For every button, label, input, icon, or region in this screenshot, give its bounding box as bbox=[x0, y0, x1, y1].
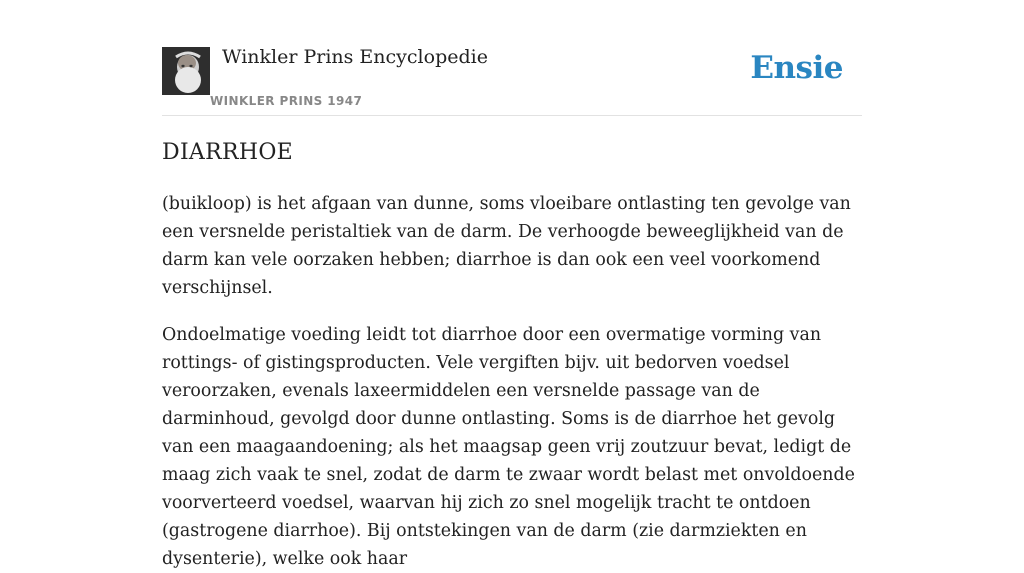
bearded-man-portrait-icon bbox=[162, 47, 210, 95]
page-title: DIARRHOE bbox=[162, 140, 294, 165]
avatar[interactable] bbox=[162, 47, 210, 95]
ensie-logo-link[interactable]: Ensie bbox=[750, 50, 843, 86]
article-paragraph: Ondoelmatige voeding leidt tot diarrhoe door een overmatige vorming van rottings- of gistingsproducten. Vele vergiften bijv. uit bedorven voedsel veroorzaken, evenals laxeermiddelen een versnelde passage van de darminhoud, gevolgd door dunne ontlasting. Soms is de diarrhoe het gevolg van een maagaandoening; als het maagsap geen vrij zoutzuur bevat, ledigt de maag zich vaak te snel, zodat de darm te zwaar wordt belast met onvoldoende voorverteerd voedsel, waarvan hij zich zo snel mogelijk tracht te ontdoen (gastrogene diarrhoe). Bij ontstekingen van de darm (zie darmziekten en dysenterie), welke ook haar bbox=[162, 325, 855, 569]
article-container bbox=[162, 0, 862, 573]
source-name-link[interactable]: Winkler Prins Encyclopedie bbox=[222, 46, 488, 68]
page-header bbox=[162, 0, 862, 116]
source-edition-label: WINKLER PRINS 1947 bbox=[210, 94, 363, 108]
article-paragraph: (buikloop) is het afgaan van dunne, soms vloeibare ontlasting ten gevolge van een versnelde peristaltiek van de darm. De verhoogde beweeglijkheid van de darm kan vele oorzaken hebben; diarrhoe is dan ook een veel voorkomend verschijnsel. bbox=[162, 194, 851, 298]
